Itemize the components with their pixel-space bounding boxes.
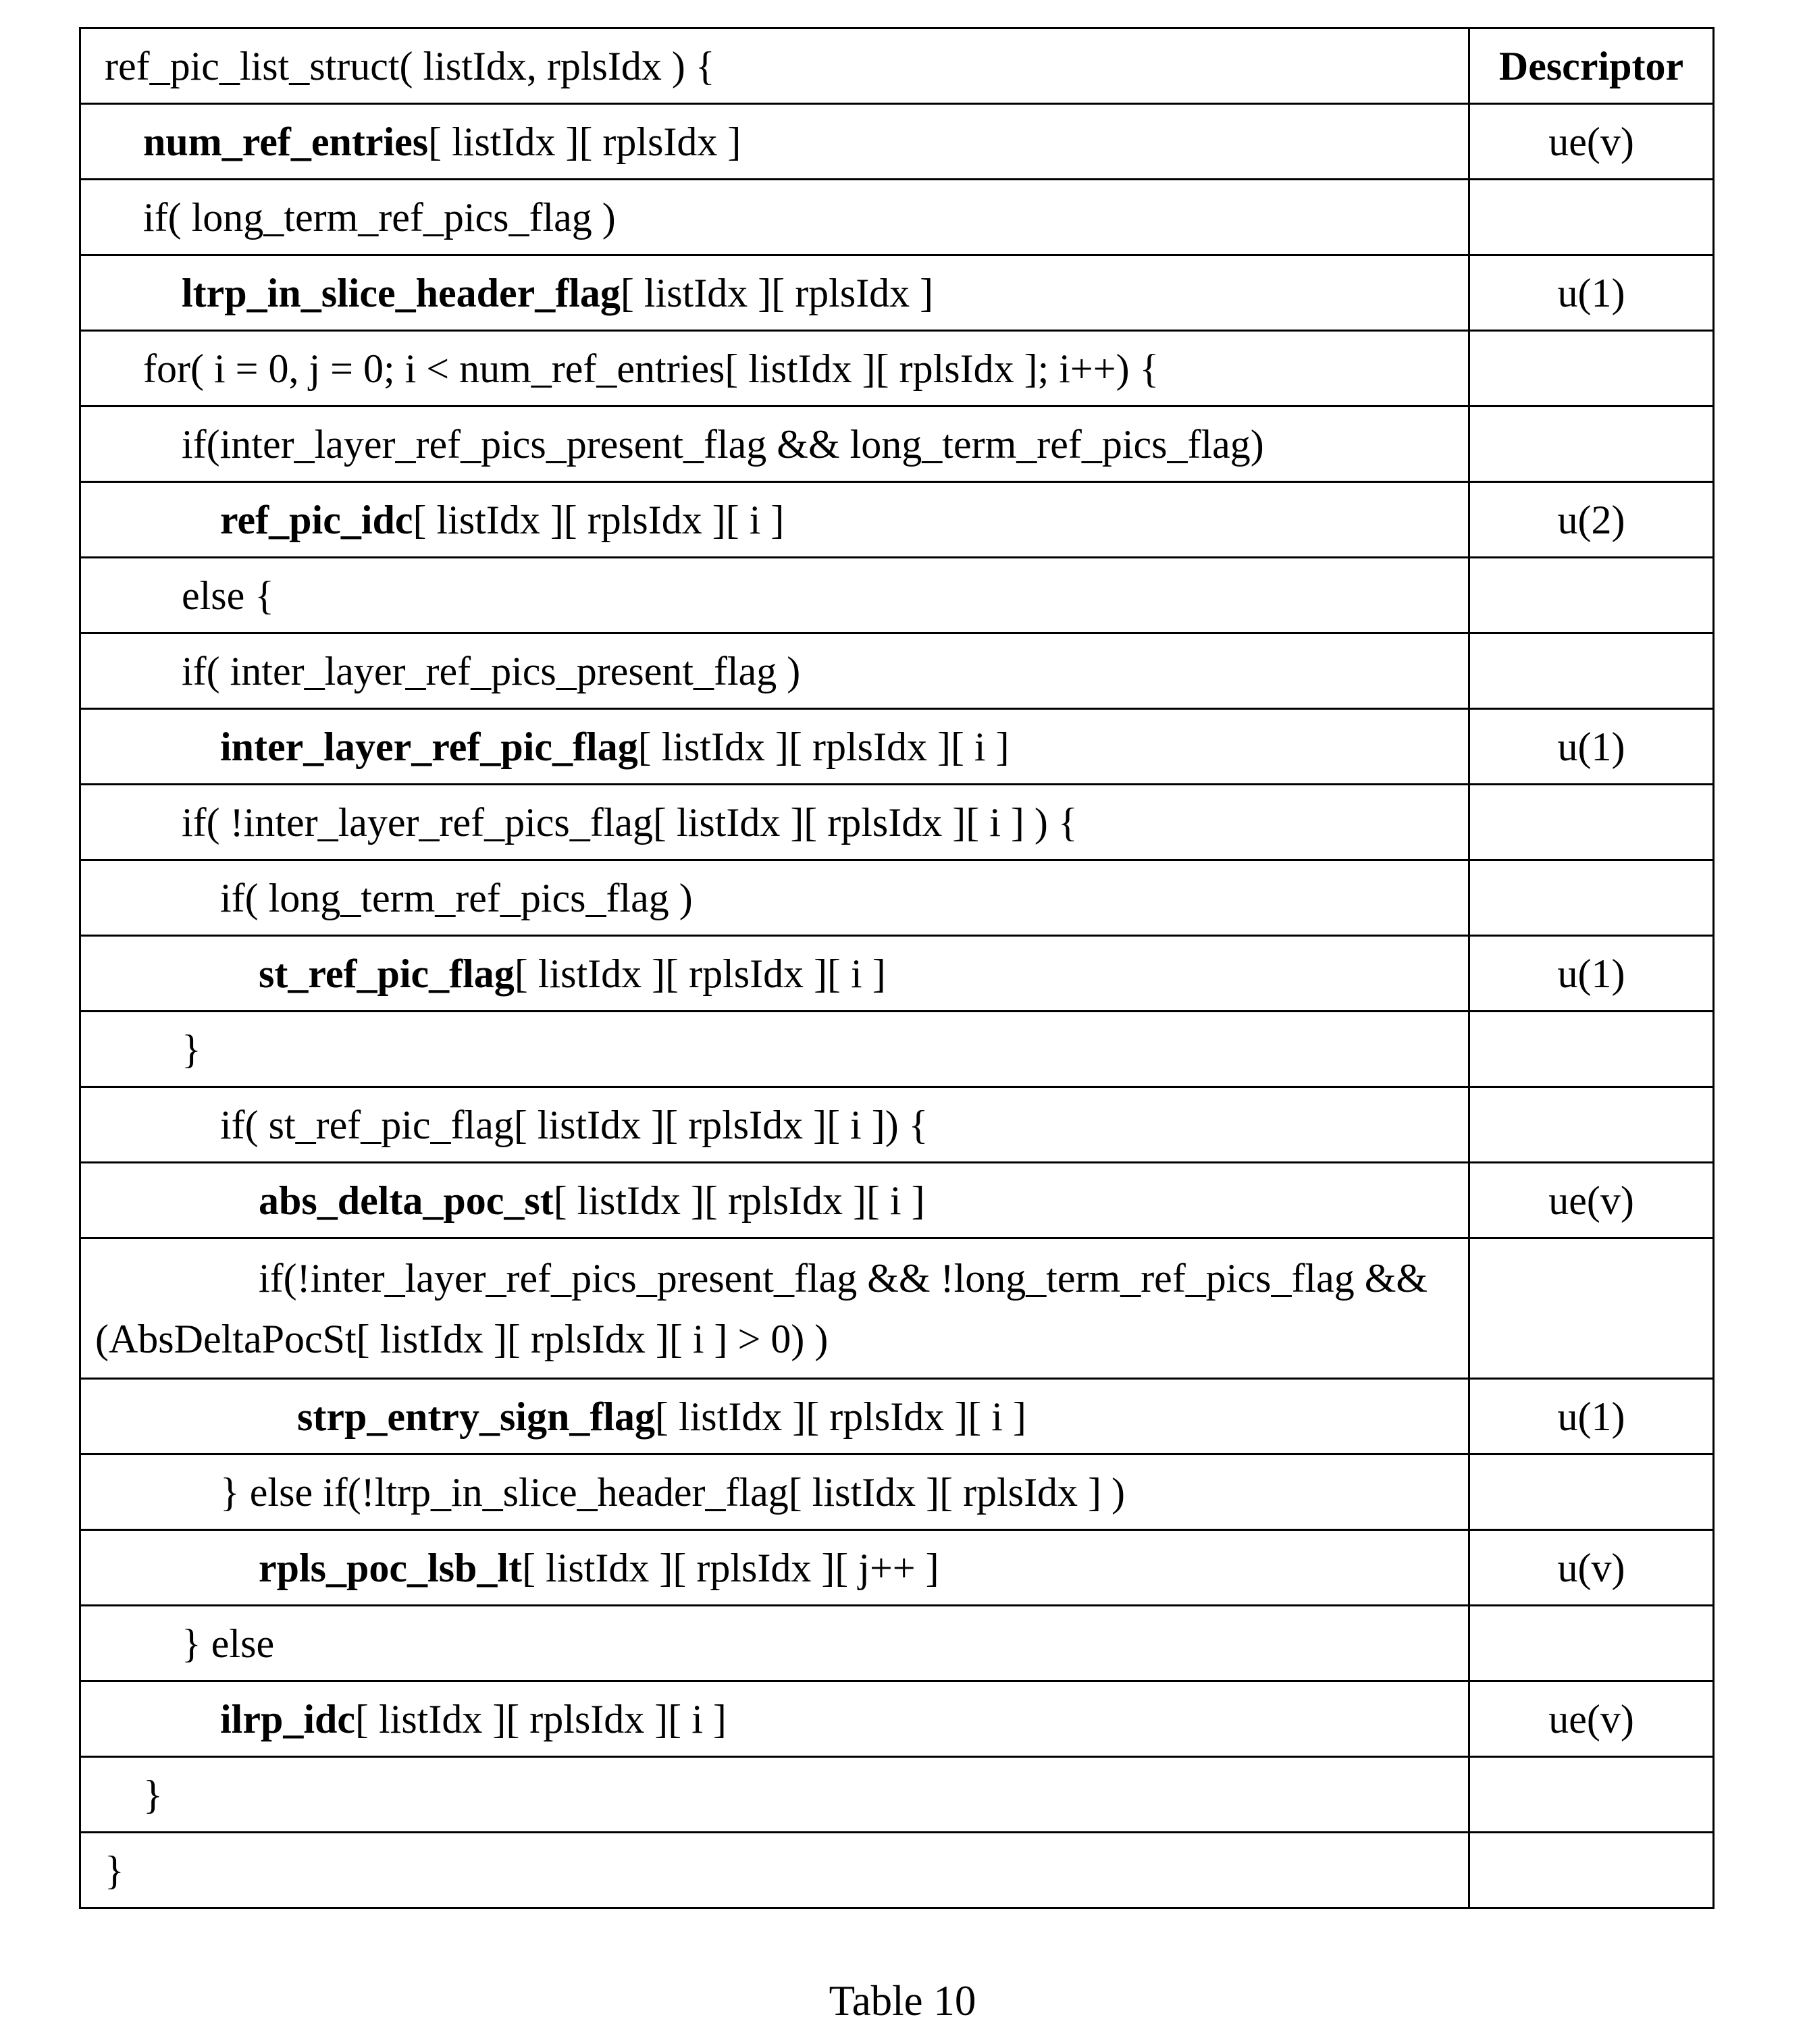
table-row (80, 1087, 1714, 1163)
table-row (80, 860, 1714, 936)
syntax-element-name: ref_pic_idc (220, 497, 413, 542)
syntax-element-name: strp_entry_sign_flag (297, 1394, 655, 1439)
syntax-element-args: [ listIdx ][ rplsIdx ][ i ] (413, 497, 785, 542)
table-row (80, 482, 1714, 558)
syntax-cell (80, 1606, 1469, 1681)
syntax-cell (80, 1530, 1469, 1606)
syntax-header-cell (80, 28, 1469, 104)
syntax-statement: if( long_term_ref_pics_flag ) (220, 875, 693, 920)
syntax-cell (80, 1455, 1469, 1530)
table-row (80, 1530, 1714, 1606)
descriptor-cell (1469, 1087, 1714, 1163)
descriptor-cell (1469, 331, 1714, 407)
table-row (80, 633, 1714, 709)
syntax-cell (80, 331, 1469, 407)
table-row (80, 936, 1714, 1012)
syntax-cell (80, 633, 1469, 709)
syntax-element-args: [ listIdx ][ rplsIdx ] (620, 270, 934, 315)
syntax-element-args: [ listIdx ][ rplsIdx ] (428, 119, 741, 164)
descriptor-cell (1469, 407, 1714, 482)
syntax-statement-line-1: if(!inter_layer_ref_pics_present_flag && !long_term_ref_pics_flag && (259, 1255, 1428, 1301)
descriptor-cell (1469, 1238, 1714, 1379)
syntax-statement: } else (182, 1621, 275, 1666)
descriptor-cell (1469, 1833, 1714, 1908)
syntax-statement: if( !inter_layer_ref_pics_flag[ listIdx ][ rplsIdx ][ i ] ) { (182, 800, 1078, 845)
syntax-element-name: num_ref_entries (143, 119, 429, 164)
syntax-statement-line-2: (AbsDeltaPocSt[ listIdx ][ rplsIdx ][ i ] > 0) ) (95, 1316, 829, 1361)
table-row (80, 709, 1714, 785)
descriptor-cell: u(1) (1469, 1379, 1714, 1455)
syntax-element-name: rpls_poc_lsb_lt (259, 1545, 523, 1590)
syntax-cell (80, 860, 1469, 936)
syntax-cell (80, 180, 1469, 255)
syntax-cell (80, 1379, 1469, 1455)
syntax-element-name: ilrp_idc (220, 1696, 356, 1741)
descriptor-cell: ue(v) (1469, 1163, 1714, 1238)
descriptor-cell: u(v) (1469, 1530, 1714, 1606)
table-row (80, 785, 1714, 860)
table-row (80, 104, 1714, 180)
syntax-element-args: [ listIdx ][ rplsIdx ][ i ] (637, 724, 1010, 769)
syntax-cell (80, 1757, 1469, 1833)
syntax-cell (80, 1163, 1469, 1238)
closing-brace: } (105, 1848, 124, 1893)
syntax-statement: for( i = 0, j = 0; i < num_ref_entries[ listIdx ][ rplsIdx ]; i++) { (143, 346, 1159, 391)
descriptor-cell: u(1) (1469, 255, 1714, 331)
syntax-statement: else { (182, 573, 275, 618)
syntax-cell (80, 936, 1469, 1012)
table-row (80, 407, 1714, 482)
syntax-cell (80, 104, 1469, 180)
closing-brace: } (182, 1026, 201, 1072)
descriptor-cell: u(1) (1469, 709, 1714, 785)
descriptor-cell (1469, 785, 1714, 860)
syntax-element-name: inter_layer_ref_pic_flag (220, 724, 638, 769)
descriptor-cell: u(1) (1469, 936, 1714, 1012)
syntax-statement: if( inter_layer_ref_pics_present_flag ) (182, 648, 801, 693)
syntax-cell (80, 558, 1469, 633)
syntax-element-args: [ listIdx ][ rplsIdx ][ i ] (553, 1178, 925, 1223)
table-row (80, 1833, 1714, 1908)
table-row-wrapped (80, 1238, 1714, 1379)
syntax-cell (80, 407, 1469, 482)
syntax-element-args: [ listIdx ][ rplsIdx ][ i ] (355, 1696, 727, 1741)
syntax-cell (80, 785, 1469, 860)
table-header-row (80, 28, 1714, 104)
descriptor-cell (1469, 1012, 1714, 1087)
syntax-element-args: [ listIdx ][ rplsIdx ][ j++ ] (522, 1545, 939, 1590)
syntax-table (79, 27, 1715, 1909)
table-row (80, 1012, 1714, 1087)
syntax-cell (80, 1681, 1469, 1757)
syntax-element-name: abs_delta_poc_st (259, 1178, 554, 1223)
descriptor-cell (1469, 1606, 1714, 1681)
syntax-cell (80, 255, 1469, 331)
table-row (80, 1606, 1714, 1681)
closing-brace: } (143, 1772, 163, 1817)
syntax-cell (80, 1833, 1469, 1908)
table-row (80, 1757, 1714, 1833)
syntax-element-name: ltrp_in_slice_header_flag (182, 270, 621, 315)
descriptor-cell (1469, 860, 1714, 936)
descriptor-cell: ue(v) (1469, 1681, 1714, 1757)
syntax-cell (80, 1238, 1469, 1379)
table-row (80, 1163, 1714, 1238)
syntax-element-args: [ listIdx ][ rplsIdx ][ i ] (654, 1394, 1026, 1439)
syntax-cell (80, 1012, 1469, 1087)
syntax-statement: if( long_term_ref_pics_flag ) (143, 194, 616, 240)
table-caption: Table 10 (829, 1977, 976, 2024)
descriptor-cell (1469, 633, 1714, 709)
table-row (80, 1681, 1714, 1757)
descriptor-cell: ue(v) (1469, 104, 1714, 180)
table-row (80, 331, 1714, 407)
syntax-cell (80, 482, 1469, 558)
syntax-cell (80, 1087, 1469, 1163)
descriptor-header-cell: Descriptor (1469, 28, 1714, 104)
table-row (80, 180, 1714, 255)
descriptor-cell: u(2) (1469, 482, 1714, 558)
syntax-element-name: st_ref_pic_flag (259, 951, 515, 996)
syntax-function-signature: ref_pic_list_struct( listIdx, rplsIdx ) { (105, 43, 715, 88)
descriptor-cell (1469, 558, 1714, 633)
table-row (80, 255, 1714, 331)
syntax-element-args: [ listIdx ][ rplsIdx ][ i ] (514, 951, 886, 996)
descriptor-cell (1469, 180, 1714, 255)
descriptor-cell (1469, 1757, 1714, 1833)
table-row (80, 1379, 1714, 1455)
descriptor-cell (1469, 1455, 1714, 1530)
table-row (80, 1455, 1714, 1530)
table-row (80, 558, 1714, 633)
syntax-cell (80, 709, 1469, 785)
syntax-statement: if(inter_layer_ref_pics_present_flag && long_term_ref_pics_flag) (182, 421, 1264, 467)
syntax-statement: if( st_ref_pic_flag[ listIdx ][ rplsIdx ][ i ]) { (220, 1102, 928, 1147)
syntax-statement: } else if(!ltrp_in_slice_header_flag[ listIdx ][ rplsIdx ] ) (220, 1469, 1126, 1515)
